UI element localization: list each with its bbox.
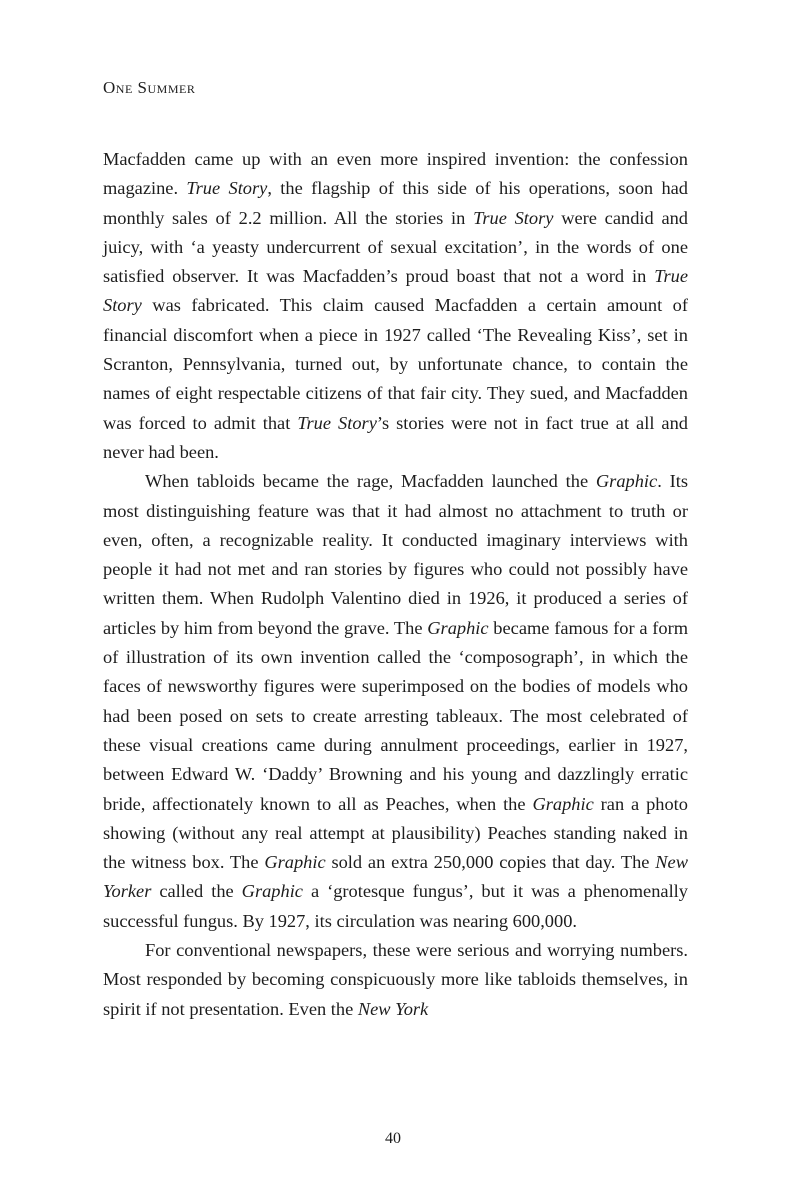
page-number: 40 xyxy=(385,1130,401,1147)
text-run: , the flagship of this side of his operations, soon had monthly sales of 2.2 million. All the stories in xyxy=(103,178,688,228)
running-head: One Summer xyxy=(103,78,196,97)
body-text xyxy=(103,145,688,1024)
text-run: Macfadden came up with an even more inspired invention: the confession magazine. xyxy=(103,149,688,199)
text-run: sold an extra 250,000 copies that day. The xyxy=(325,852,656,873)
text-run: ran a photo showing (without any real attempt at plausibility) Peaches standing naked in the witness box. The xyxy=(103,793,688,873)
text-run: a ‘grotesque fungus’, but it was a phenomenally successful fungus. By 1927, its circulation was nearing 600,000. xyxy=(103,881,688,931)
italic-title: Graphic xyxy=(427,617,489,638)
text-run: ’s stories were not in fact true at all and never had been. xyxy=(103,412,688,462)
italic-title: New York xyxy=(357,998,429,1019)
italic-title: Graphic xyxy=(595,471,658,492)
text-run: became famous for a form of illustration of its own invention called the ‘composograph’, in which the faces of newsworthy figures were superimposed on the bodies of models who had been posed on sets to create arresting tableaux. The most celebrated of these visual creations came during annulment proceedings, earlier in 1927, between Edward W. ‘Daddy’ Browning and his young and dazzlingly erratic bride, affectionately known to all as Peaches, when the xyxy=(103,617,688,814)
text-run: were candid and juicy, with ‘a yeasty undercurrent of sexual excitation’, in the words of one satisfied observer. It was Macfadden’s proud boast that not a word in xyxy=(103,207,688,287)
italic-title: New Yorker xyxy=(103,852,688,902)
text-run: called the xyxy=(151,881,242,902)
italic-title: Graphic xyxy=(241,881,303,902)
italic-title: Graphic xyxy=(532,793,594,814)
italic-title: True Story xyxy=(473,207,554,228)
italic-title: True Story xyxy=(297,412,377,433)
paragraph-2 xyxy=(103,467,688,936)
text-run: For conventional newspapers, these were serious and worrying numbers. Most responded by becoming conspicuously more like tabloids themselves, in spirit if not presentation. Even the xyxy=(103,940,688,1019)
italic-title: True Story xyxy=(186,178,268,199)
text-run: was fabricated. This claim caused Macfadden a certain amount of financial discomfort when a piece in 1927 called ‘The Revealing Kiss’, set in Scranton, Pennsylvania, turned out, by unfortunate chance, to contain the names of eight respectable citizens of that fair city. They sued, and Macfadden was forced to admit that xyxy=(103,295,688,433)
paragraph-3 xyxy=(103,936,688,1024)
text-run: . Its most distinguishing feature was that it had almost no attachment to truth or even, often, a recognizable reality. It conducted imaginary interviews with people it had not met and ran stories by figures who could not possibly have written them. When Rudolph Valentino died in 1926, it produced a series of articles by him from beyond the grave. The xyxy=(103,471,688,638)
text-run: When tabloids became the rage, Macfadden launched the xyxy=(145,471,596,492)
italic-title: Graphic xyxy=(264,852,326,873)
paragraph-1 xyxy=(103,145,688,467)
italic-title: True Story xyxy=(103,266,688,316)
